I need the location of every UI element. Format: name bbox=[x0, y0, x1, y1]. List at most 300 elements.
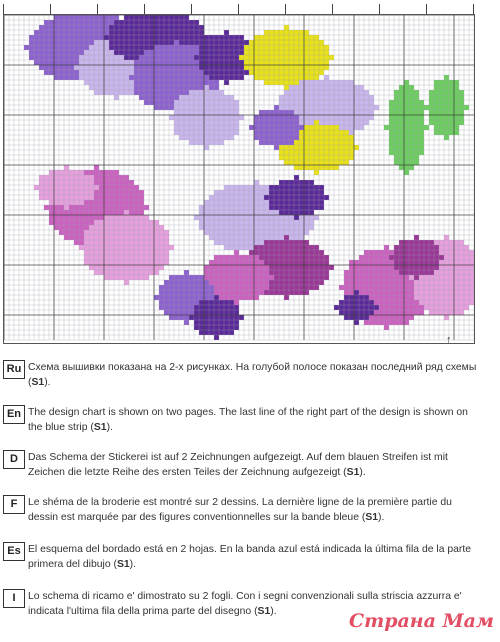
stitch-cell bbox=[109, 40, 114, 45]
stitch-cell bbox=[424, 105, 429, 110]
stitch-cell bbox=[469, 260, 474, 265]
stitch-cell bbox=[304, 185, 309, 190]
stitch-cell bbox=[229, 115, 234, 120]
stitch-cell bbox=[114, 35, 119, 40]
stitch-cell bbox=[314, 105, 319, 110]
stitch-cell bbox=[249, 200, 254, 205]
stitch-cell bbox=[344, 300, 349, 305]
stitch-cell bbox=[259, 190, 264, 195]
stitch-cell bbox=[119, 195, 124, 200]
stitch-cell bbox=[264, 260, 269, 265]
stitch-cell bbox=[194, 295, 199, 300]
stitch-cell bbox=[319, 205, 324, 210]
stitch-cell bbox=[314, 150, 319, 155]
stitch-cell bbox=[114, 210, 119, 215]
stitch-cell bbox=[59, 20, 64, 25]
stitch-cell bbox=[269, 40, 274, 45]
stitch-cell bbox=[129, 275, 134, 280]
stitch-cell bbox=[109, 50, 114, 55]
stitch-cell bbox=[304, 40, 309, 45]
stitch-cell bbox=[34, 50, 39, 55]
stitch-cell bbox=[289, 255, 294, 260]
stitch-cell bbox=[224, 265, 229, 270]
stitch-cell bbox=[454, 255, 459, 260]
stitch-cell bbox=[434, 255, 439, 260]
stitch-cell bbox=[189, 140, 194, 145]
stitch-cell bbox=[349, 290, 354, 295]
stitch-cell bbox=[409, 295, 414, 300]
stitch-cell bbox=[209, 280, 214, 285]
stitch-cell bbox=[139, 55, 144, 60]
stitch-cell bbox=[189, 120, 194, 125]
stitch-cell bbox=[359, 265, 364, 270]
stitch-cell bbox=[164, 285, 169, 290]
stitch-cell bbox=[234, 75, 239, 80]
stitch-cell bbox=[99, 15, 104, 20]
stitch-cell bbox=[199, 55, 204, 60]
stitch-cell bbox=[209, 110, 214, 115]
stitch-cell bbox=[179, 90, 184, 95]
stitch-cell bbox=[274, 60, 279, 65]
stitch-cell bbox=[174, 60, 179, 65]
stitch-cell bbox=[214, 240, 219, 245]
stitch-cell bbox=[249, 205, 254, 210]
stitch-cell bbox=[334, 110, 339, 115]
stitch-cell bbox=[229, 135, 234, 140]
stitch-cell bbox=[284, 280, 289, 285]
stitch-cell bbox=[294, 265, 299, 270]
stitch-cell bbox=[204, 285, 209, 290]
stitch-cell bbox=[189, 280, 194, 285]
stitch-cell bbox=[119, 55, 124, 60]
stitch-cell bbox=[404, 155, 409, 160]
stitch-cell bbox=[134, 235, 139, 240]
stitch-cell bbox=[424, 290, 429, 295]
stitch-cell bbox=[404, 130, 409, 135]
stitch-cell bbox=[394, 270, 399, 275]
stitch-cell bbox=[184, 85, 189, 90]
stitch-cell bbox=[89, 75, 94, 80]
stitch-cell bbox=[449, 240, 454, 245]
stitch-cell bbox=[129, 75, 134, 80]
stitch-cell bbox=[204, 55, 209, 60]
stitch-cell bbox=[254, 55, 259, 60]
stitch-cell bbox=[124, 85, 129, 90]
stitch-cell bbox=[154, 90, 159, 95]
stitch-cell bbox=[444, 240, 449, 245]
stitch-cell bbox=[279, 225, 284, 230]
stitch-cell bbox=[129, 35, 134, 40]
stitch-cell bbox=[144, 270, 149, 275]
stitch-cell bbox=[414, 245, 419, 250]
stitch-cell bbox=[194, 60, 199, 65]
stitch-cell bbox=[304, 200, 309, 205]
stitch-cell bbox=[424, 295, 429, 300]
stitch-cell bbox=[144, 245, 149, 250]
stitch-cell bbox=[219, 285, 224, 290]
stitch-cell bbox=[339, 145, 344, 150]
stitch-cell bbox=[154, 55, 159, 60]
stitch-cell bbox=[299, 135, 304, 140]
stitch-cell bbox=[194, 325, 199, 330]
stitch-cell bbox=[134, 230, 139, 235]
stitch-cell bbox=[179, 105, 184, 110]
stitch-cell bbox=[454, 85, 459, 90]
stitch-cell bbox=[239, 265, 244, 270]
stitch-cell bbox=[159, 225, 164, 230]
stitch-cell bbox=[339, 285, 344, 290]
stitch-cell bbox=[409, 265, 414, 270]
stitch-cell bbox=[139, 65, 144, 70]
stitch-cell bbox=[184, 295, 189, 300]
stitch-cell bbox=[309, 285, 314, 290]
stitch-cell bbox=[174, 35, 179, 40]
stitch-cell bbox=[209, 315, 214, 320]
stitch-cell bbox=[224, 245, 229, 250]
stitch-cell bbox=[189, 130, 194, 135]
stitch-cell bbox=[129, 60, 134, 65]
stitch-cell bbox=[194, 75, 199, 80]
stitch-cell bbox=[209, 75, 214, 80]
stitch-cell bbox=[164, 90, 169, 95]
stitch-cell bbox=[289, 225, 294, 230]
stitch-cell bbox=[144, 240, 149, 245]
stitch-cell bbox=[149, 220, 154, 225]
stitch-cell bbox=[464, 285, 469, 290]
stitch-cell bbox=[454, 100, 459, 105]
stitch-cell bbox=[224, 330, 229, 335]
stitch-cell bbox=[254, 195, 259, 200]
stitch-cell bbox=[94, 40, 99, 45]
stitch-cell bbox=[364, 315, 369, 320]
stitch-cell bbox=[259, 35, 264, 40]
stitch-cell bbox=[224, 70, 229, 75]
stitch-cell bbox=[124, 235, 129, 240]
stitch-cell bbox=[64, 235, 69, 240]
stitch-cell bbox=[289, 160, 294, 165]
stitch-cell bbox=[399, 245, 404, 250]
stitch-cell bbox=[299, 40, 304, 45]
stitch-cell bbox=[149, 235, 154, 240]
stitch-cell bbox=[309, 195, 314, 200]
ruler-tick bbox=[473, 4, 474, 14]
stitch-cell bbox=[139, 215, 144, 220]
stitch-cell bbox=[49, 175, 54, 180]
stitch-cell bbox=[109, 230, 114, 235]
stitch-cell bbox=[259, 75, 264, 80]
stitch-cell bbox=[274, 55, 279, 60]
stitch-cell bbox=[439, 265, 444, 270]
stitch-cell bbox=[449, 265, 454, 270]
stitch-cell bbox=[259, 235, 264, 240]
stitch-cell bbox=[294, 85, 299, 90]
stitch-cell bbox=[224, 320, 229, 325]
stitch-cell bbox=[169, 85, 174, 90]
stitch-cell bbox=[439, 270, 444, 275]
stitch-cell bbox=[299, 255, 304, 260]
stitch-cell bbox=[59, 225, 64, 230]
stitch-cell bbox=[109, 255, 114, 260]
stitch-cell bbox=[274, 190, 279, 195]
stitch-cell bbox=[89, 205, 94, 210]
stitch-cell bbox=[179, 135, 184, 140]
stitch-cell bbox=[44, 20, 49, 25]
stitch-cell bbox=[64, 220, 69, 225]
stitch-cell bbox=[379, 255, 384, 260]
stitch-cell bbox=[109, 190, 114, 195]
stitch-cell bbox=[309, 155, 314, 160]
stitch-cell bbox=[224, 80, 229, 85]
stitch-cell bbox=[409, 280, 414, 285]
stitch-cell bbox=[124, 265, 129, 270]
stitch-cell bbox=[144, 35, 149, 40]
stitch-cell bbox=[319, 110, 324, 115]
stitch-cell bbox=[374, 315, 379, 320]
stitch-cell bbox=[414, 260, 419, 265]
stitch-cell bbox=[309, 95, 314, 100]
stitch-cell bbox=[49, 215, 54, 220]
stitch-cell bbox=[284, 90, 289, 95]
stitch-cell bbox=[279, 125, 284, 130]
stitch-cell bbox=[34, 35, 39, 40]
stitch-cell bbox=[309, 205, 314, 210]
stitch-cell bbox=[439, 85, 444, 90]
stitch-cell bbox=[334, 135, 339, 140]
stitch-cell bbox=[209, 100, 214, 105]
stitch-cell bbox=[54, 40, 59, 45]
stitch-cell bbox=[214, 335, 219, 340]
stitch-cell bbox=[94, 260, 99, 265]
stitch-cell bbox=[299, 80, 304, 85]
stitch-cell bbox=[324, 120, 329, 125]
stitch-cell bbox=[104, 250, 109, 255]
stitch-cell bbox=[464, 265, 469, 270]
stitch-cell bbox=[159, 230, 164, 235]
stitch-cell bbox=[299, 75, 304, 80]
ruler-tick bbox=[3, 4, 4, 14]
stitch-cell bbox=[284, 25, 289, 30]
stitch-cell bbox=[214, 80, 219, 85]
stitch-cell bbox=[224, 315, 229, 320]
stitch-cell bbox=[319, 95, 324, 100]
stitch-cell bbox=[369, 300, 374, 305]
stitch-cell bbox=[169, 20, 174, 25]
stitch-cell bbox=[409, 145, 414, 150]
stitch-cell bbox=[359, 315, 364, 320]
stitch-cell bbox=[364, 90, 369, 95]
stitch-cell bbox=[89, 195, 94, 200]
stitch-cell bbox=[114, 220, 119, 225]
stitch-cell bbox=[169, 45, 174, 50]
stitch-cell bbox=[444, 300, 449, 305]
stitch-cell bbox=[154, 70, 159, 75]
stitch-cell bbox=[214, 35, 219, 40]
stitch-cell bbox=[159, 90, 164, 95]
stitch-cell bbox=[164, 75, 169, 80]
stitch-cell bbox=[69, 185, 74, 190]
stitch-cell bbox=[49, 25, 54, 30]
stitch-cell bbox=[194, 35, 199, 40]
stitch-cell bbox=[104, 85, 109, 90]
stitch-cell bbox=[144, 260, 149, 265]
stitch-cell bbox=[59, 215, 64, 220]
stitch-cell bbox=[109, 240, 114, 245]
stitch-cell bbox=[129, 180, 134, 185]
stitch-cell bbox=[184, 30, 189, 35]
stitch-cell bbox=[254, 235, 259, 240]
stitch-cell bbox=[209, 125, 214, 130]
stitch-cell bbox=[209, 310, 214, 315]
stitch-cell bbox=[254, 270, 259, 275]
stitch-cell bbox=[204, 225, 209, 230]
stitch-cell bbox=[184, 320, 189, 325]
stitch-cell bbox=[329, 160, 334, 165]
stitch-cell bbox=[449, 130, 454, 135]
stitch-cell bbox=[399, 290, 404, 295]
stitch-cell bbox=[279, 70, 284, 75]
stitch-cell bbox=[229, 320, 234, 325]
stitch-cell bbox=[39, 175, 44, 180]
stitch-cell bbox=[284, 230, 289, 235]
stitch-cell bbox=[114, 65, 119, 70]
stitch-cell bbox=[164, 300, 169, 305]
stitch-cell bbox=[114, 70, 119, 75]
stitch-cell bbox=[329, 120, 334, 125]
stitch-cell bbox=[319, 60, 324, 65]
stitch-cell bbox=[99, 210, 104, 215]
stitch-cell bbox=[464, 245, 469, 250]
stitch-cell bbox=[159, 95, 164, 100]
lang-code-badge: Ru bbox=[3, 360, 25, 379]
stitch-cell bbox=[124, 280, 129, 285]
stitch-cell bbox=[434, 310, 439, 315]
stitch-cell bbox=[224, 60, 229, 65]
stitch-cell bbox=[219, 305, 224, 310]
stitch-cell bbox=[199, 45, 204, 50]
stitch-cell bbox=[469, 250, 474, 255]
stitch-cell bbox=[409, 155, 414, 160]
stitch-cell bbox=[174, 45, 179, 50]
stitch-cell bbox=[454, 120, 459, 125]
stitch-cell bbox=[94, 215, 99, 220]
stitch-cell bbox=[459, 255, 464, 260]
stitch-cell bbox=[279, 120, 284, 125]
stitch-cell bbox=[94, 245, 99, 250]
stitch-cell bbox=[89, 55, 94, 60]
stitch-cell bbox=[444, 75, 449, 80]
stitch-cell bbox=[309, 260, 314, 265]
stitch-cell bbox=[449, 115, 454, 120]
stitch-cell bbox=[139, 85, 144, 90]
stitch-cell bbox=[199, 330, 204, 335]
stitch-cell bbox=[269, 75, 274, 80]
stitch-cell bbox=[234, 240, 239, 245]
stitch-cell bbox=[319, 160, 324, 165]
stitch-cell bbox=[114, 80, 119, 85]
stitch-cell bbox=[264, 120, 269, 125]
stitch-cell bbox=[264, 125, 269, 130]
stitch-cell bbox=[74, 200, 79, 205]
stitch-cell bbox=[139, 250, 144, 255]
stitch-cell bbox=[409, 150, 414, 155]
stitch-cell bbox=[439, 105, 444, 110]
stitch-cell bbox=[229, 45, 234, 50]
stitch-cell bbox=[169, 60, 174, 65]
stitch-cell bbox=[224, 130, 229, 135]
stitch-cell bbox=[429, 100, 434, 105]
stitch-cell bbox=[264, 220, 269, 225]
stitch-cell bbox=[74, 75, 79, 80]
stitch-cell bbox=[369, 100, 374, 105]
stitch-cell bbox=[389, 260, 394, 265]
stitch-cell bbox=[369, 95, 374, 100]
stitch-cell bbox=[404, 140, 409, 145]
stitch-cell bbox=[144, 215, 149, 220]
stitch-cell bbox=[184, 70, 189, 75]
stitch-cell bbox=[314, 120, 319, 125]
stitch-cell bbox=[274, 205, 279, 210]
stitch-cell bbox=[179, 30, 184, 35]
stitch-cell bbox=[289, 45, 294, 50]
stitch-cell bbox=[439, 305, 444, 310]
stitch-cell bbox=[234, 310, 239, 315]
stitch-cell bbox=[234, 325, 239, 330]
stitch-cell bbox=[244, 230, 249, 235]
stitch-cell bbox=[289, 150, 294, 155]
stitch-cell bbox=[299, 110, 304, 115]
stitch-cell bbox=[319, 255, 324, 260]
stitch-cell bbox=[324, 260, 329, 265]
stitch-cell bbox=[119, 230, 124, 235]
stitch-cell bbox=[334, 105, 339, 110]
stitch-cell bbox=[434, 120, 439, 125]
stitch-cell bbox=[229, 270, 234, 275]
stitch-cell bbox=[224, 200, 229, 205]
stitch-cell bbox=[54, 220, 59, 225]
stitch-cell bbox=[349, 305, 354, 310]
stitch-cell bbox=[99, 60, 104, 65]
stitch-cell bbox=[284, 65, 289, 70]
stitch-cell bbox=[119, 225, 124, 230]
stitch-cell bbox=[304, 35, 309, 40]
stitch-cell bbox=[79, 20, 84, 25]
stitch-cell bbox=[469, 285, 474, 290]
stitch-cell bbox=[204, 300, 209, 305]
stitch-cell bbox=[394, 320, 399, 325]
stitch-cell bbox=[94, 190, 99, 195]
stitch-cell bbox=[79, 65, 84, 70]
stitch-cell bbox=[259, 225, 264, 230]
stitch-cell bbox=[119, 45, 124, 50]
stitch-cell bbox=[64, 195, 69, 200]
stitch-cell bbox=[94, 45, 99, 50]
stitch-cell bbox=[194, 85, 199, 90]
ruler-tick bbox=[379, 4, 380, 14]
stitch-cell bbox=[89, 245, 94, 250]
stitch-cell bbox=[139, 35, 144, 40]
stitch-cell bbox=[74, 190, 79, 195]
stitch-cell bbox=[229, 100, 234, 105]
stitch-cell bbox=[219, 280, 224, 285]
stitch-cell bbox=[264, 45, 269, 50]
stitch-cell bbox=[339, 140, 344, 145]
stitch-cell bbox=[414, 305, 419, 310]
stitch-cell bbox=[124, 75, 129, 80]
stitch-cell bbox=[314, 80, 319, 85]
stitch-cell bbox=[434, 300, 439, 305]
stitch-cell bbox=[219, 130, 224, 135]
stitch-cell bbox=[64, 180, 69, 185]
